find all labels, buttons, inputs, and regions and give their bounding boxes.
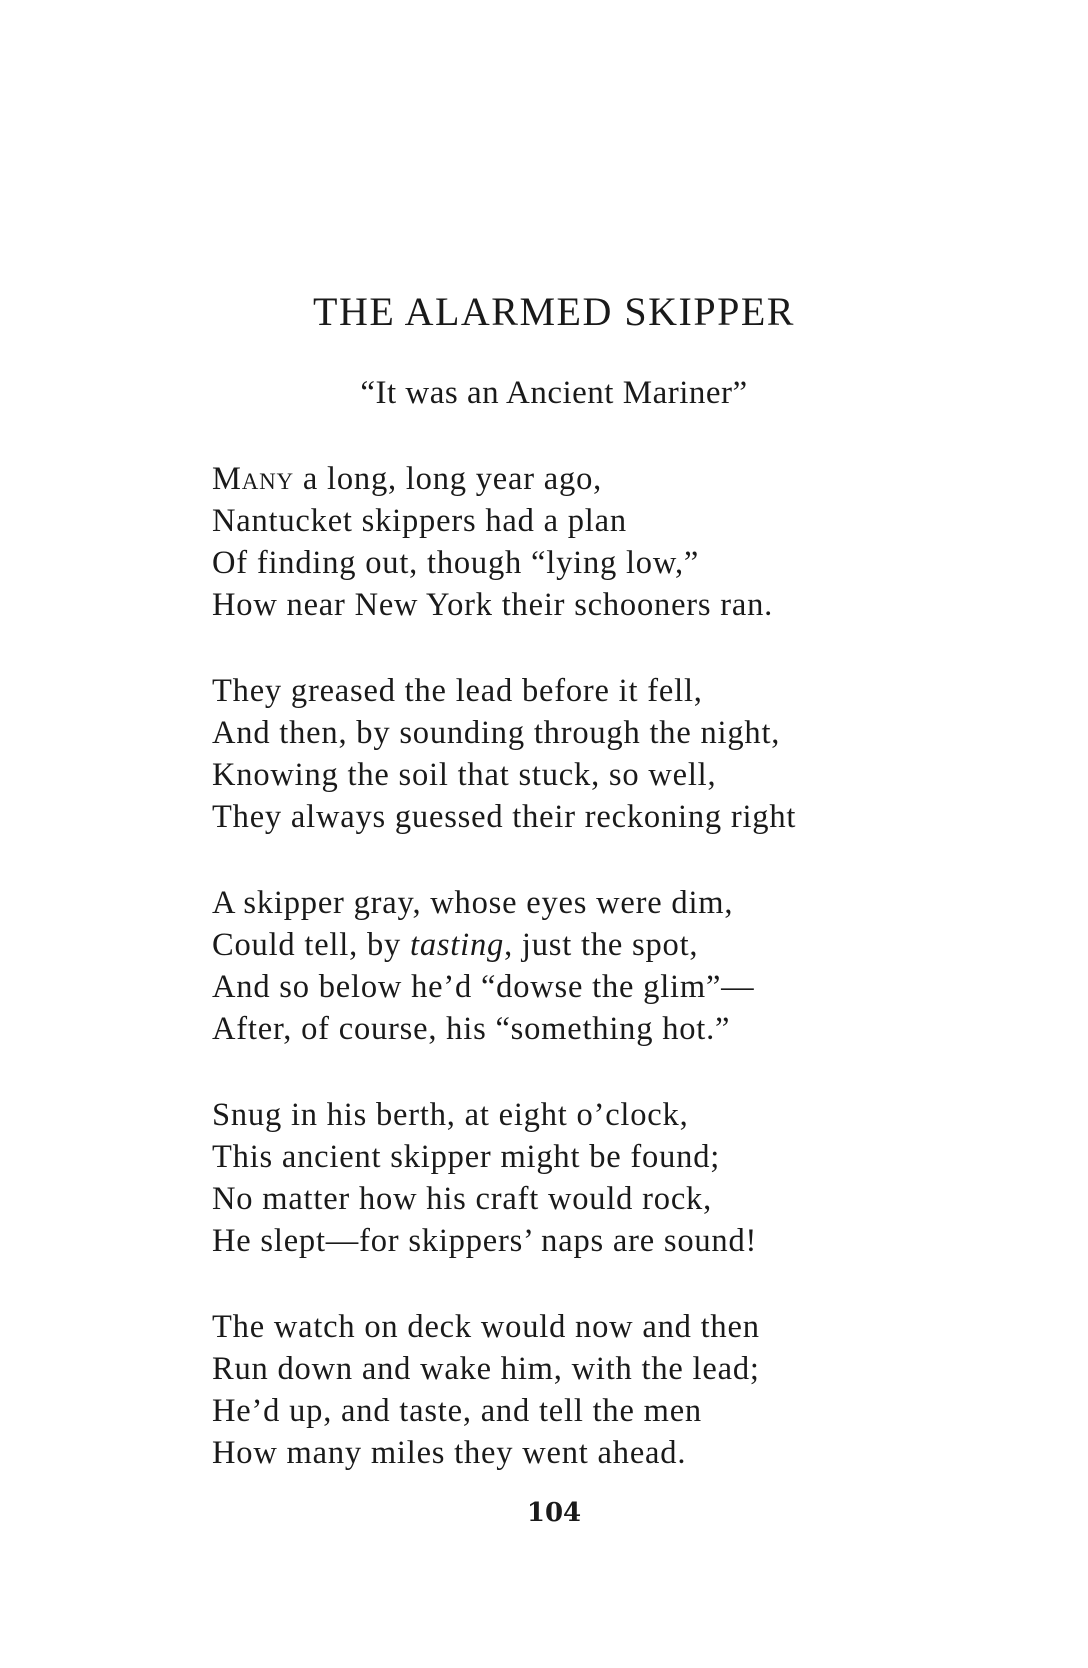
stanza-4 — [212, 1094, 1032, 1262]
verse-line: They greased the lead before it fell, — [212, 673, 703, 709]
verse-line-text: , just the spot, — [504, 927, 699, 963]
stanza-5 — [212, 1306, 1032, 1474]
page-number: 104 — [526, 1498, 582, 1528]
poem-body — [212, 458, 1032, 1518]
verse-line: Snug in his berth, at eight o’clock, — [212, 1097, 689, 1133]
verse-line-text: a long, long year ago, — [293, 461, 603, 497]
verse-line: Nantucket skippers had a plan — [212, 503, 627, 539]
opening-word: Many — [212, 461, 294, 497]
verse-line: How near New York their schooners ran. — [212, 587, 774, 623]
poem-title: THE ALARMED SKIPPER — [313, 289, 795, 334]
verse-line: After, of course, his “something hot.” — [212, 1011, 731, 1047]
verse-line: The watch on deck would now and then — [212, 1309, 760, 1345]
verse-line: And then, by sounding through the night, — [212, 715, 781, 751]
verse-line-text: Could tell, by — [212, 927, 410, 963]
stanza-2 — [212, 670, 1032, 838]
stanza-1 — [212, 458, 1032, 626]
verse-line: Run down and wake him, with the lead; — [212, 1351, 760, 1387]
verse-line: And so below he’d “dowse the glim”— — [212, 969, 755, 1005]
verse-line: This ancient skipper might be found; — [212, 1139, 721, 1175]
verse-line: Of finding out, though “lying low,” — [212, 545, 700, 581]
verse-line — [212, 458, 1032, 500]
stanza-3 — [212, 882, 1032, 1050]
verse-line: He slept—for skippers’ naps are sound! — [212, 1223, 758, 1259]
verse-line — [212, 924, 1032, 966]
verse-line: A skipper gray, whose eyes were dim, — [212, 885, 734, 921]
verse-line: How many miles they went ahead. — [212, 1435, 687, 1471]
verse-line: Knowing the soil that stuck, so well, — [212, 757, 717, 793]
verse-line: He’d up, and taste, and tell the men — [212, 1393, 702, 1429]
epigraph: “It was an Ancient Mariner” — [360, 375, 748, 411]
italic-word: tasting — [409, 927, 505, 963]
verse-line: No matter how his craft would rock, — [212, 1181, 713, 1217]
verse-line: They always guessed their reckoning right — [212, 799, 797, 835]
